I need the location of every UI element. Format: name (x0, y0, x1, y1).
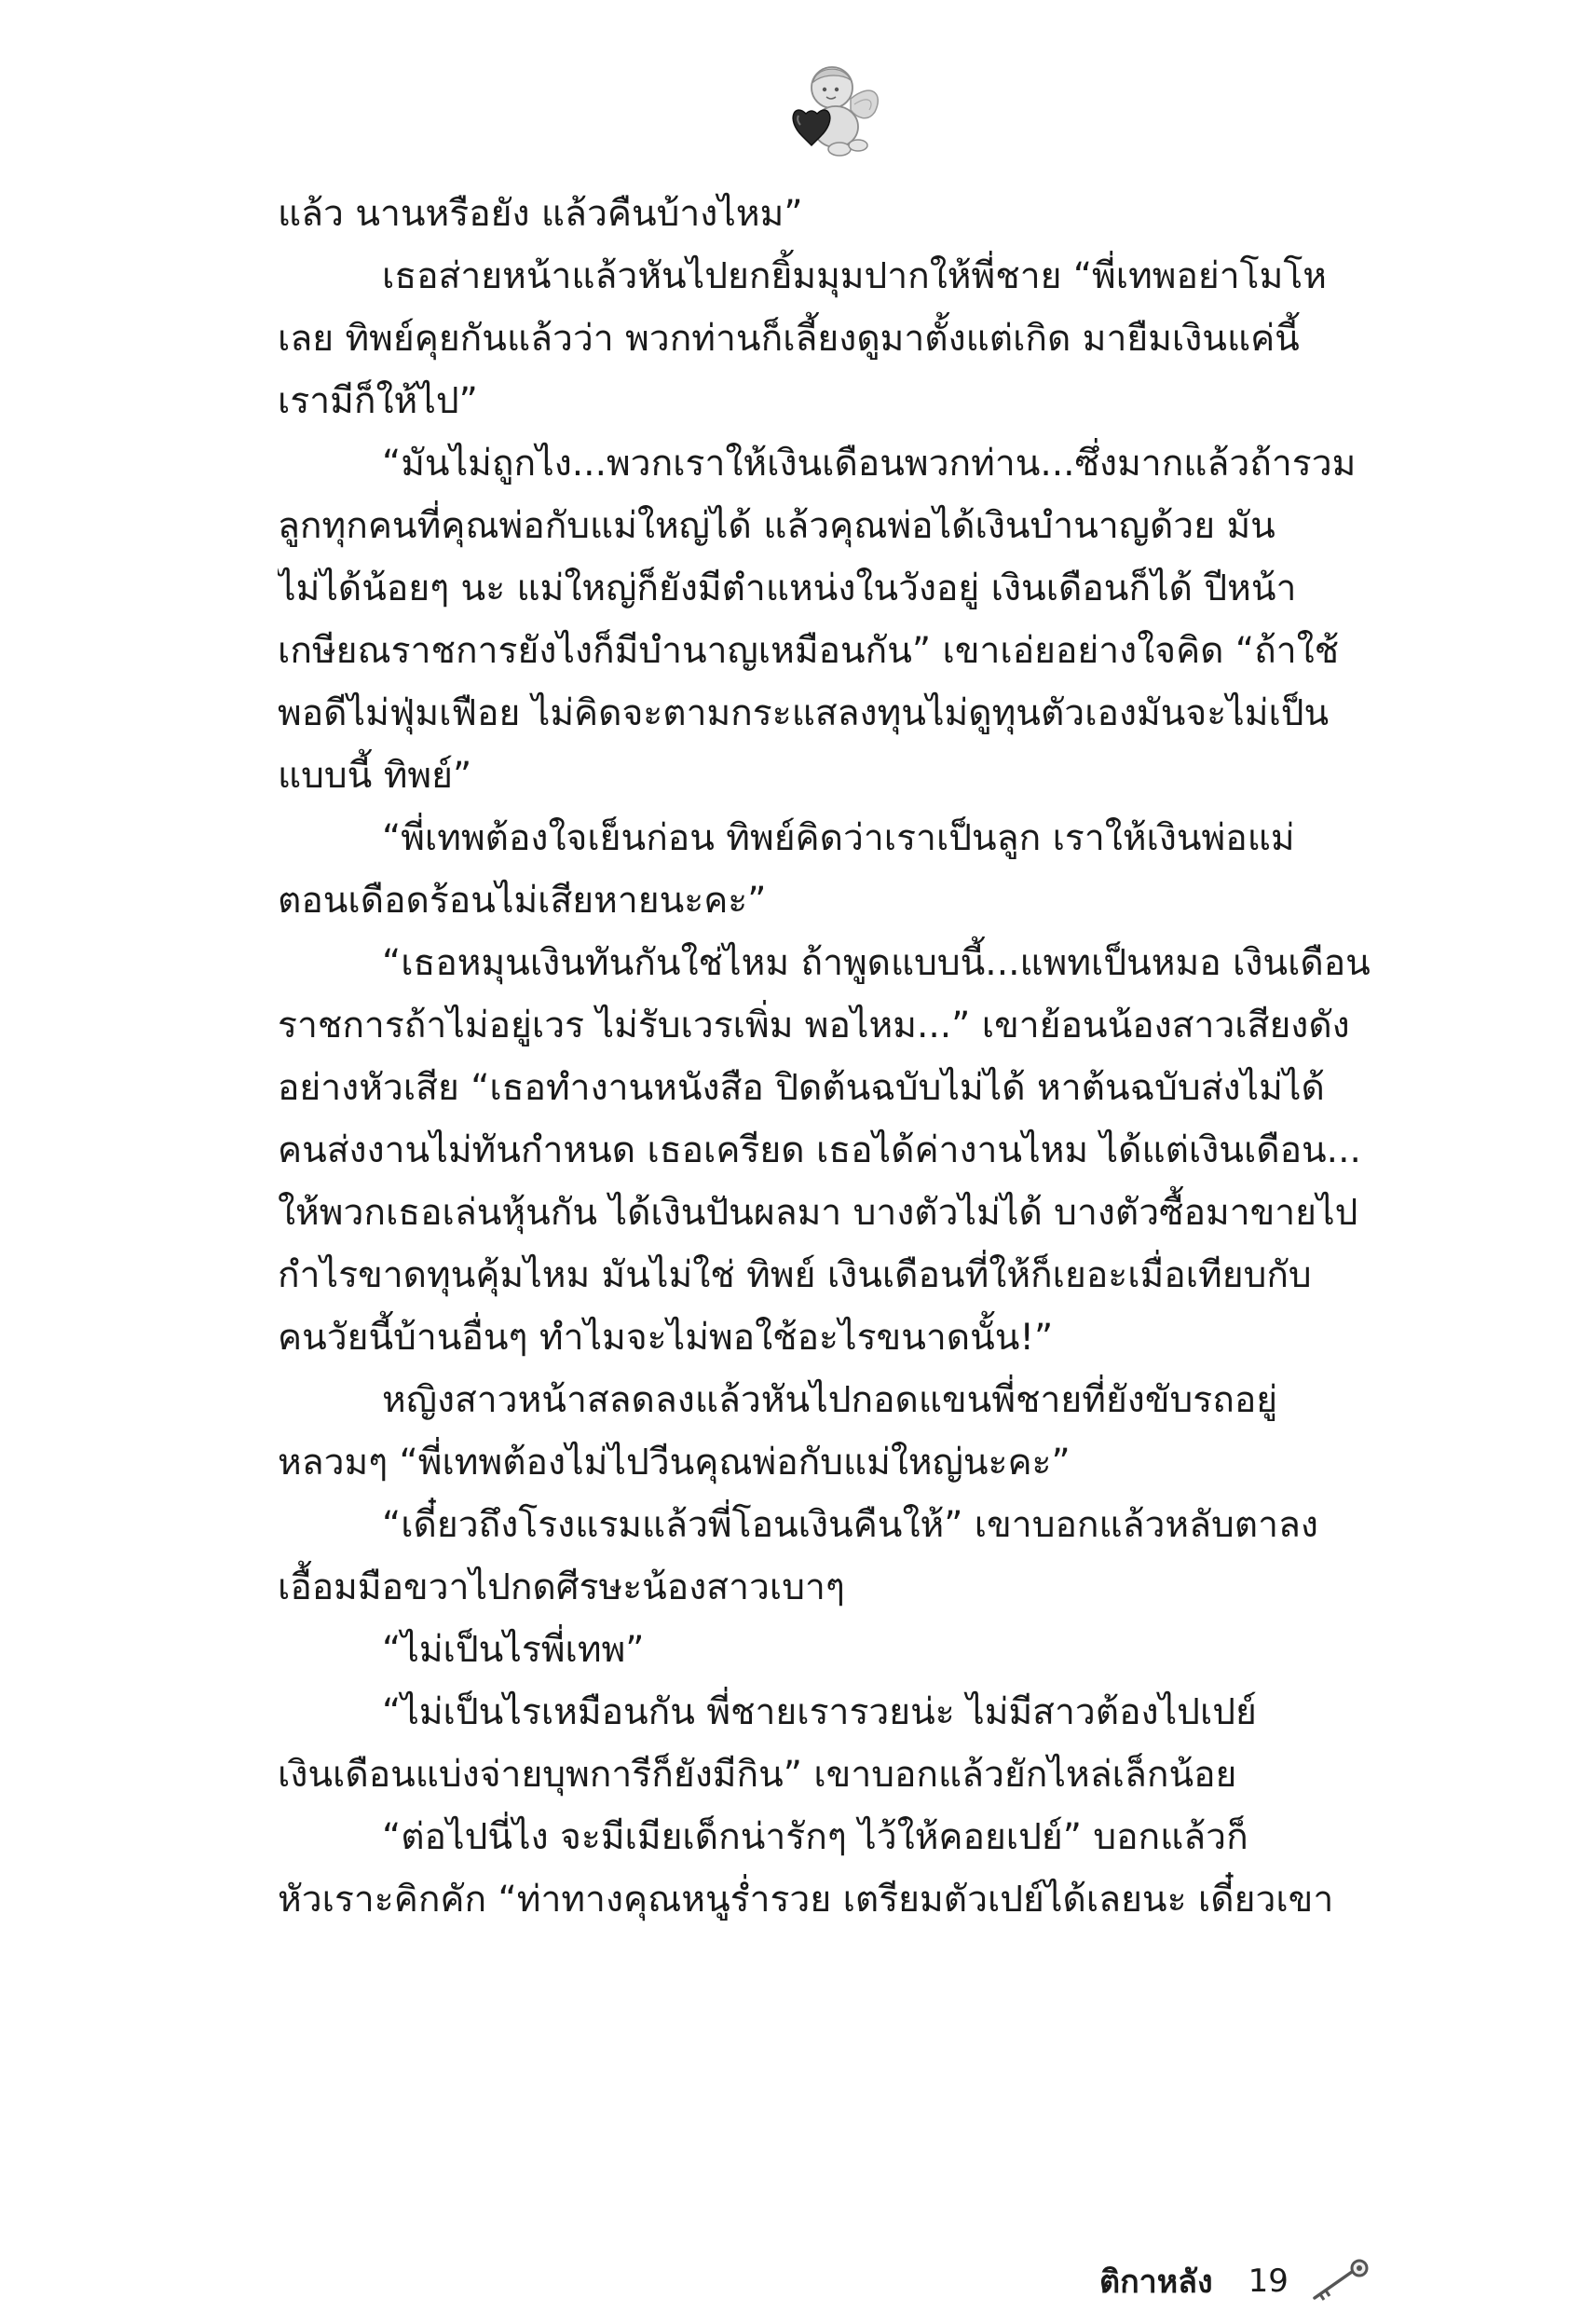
text-line: กำไรขาดทุนคุ้มไหม มันไม่ใช่ ทิพย์ เงินเดือนที่ให้ก็เยอะเมื่อเทียบกับ (278, 1254, 1312, 1296)
text-line: เลย ทิพย์คุยกันแล้วว่า พวกท่านก็เลี้ยงดูมาตั้งแต่เกิด มายืมเงินแค่นี้ (278, 318, 1300, 360)
text-line: ตอนเดือดร้อนไม่เสียหายนะคะ” (278, 880, 767, 922)
text-line: หญิงสาวหน้าสลดลงแล้วหันไปกอดแขนพี่ชายที่ยังขับรถอยู่ (382, 1379, 1278, 1421)
text-line: “พี่เทพต้องใจเย็นก่อน ทิพย์คิดว่าเราเป็นลูก เราให้เงินพ่อแม่ (382, 817, 1295, 859)
text-line: เงินเดือนแบ่งจ่ายบุพการีก็ยังมีกิน” เขาบอกแล้วยักไหล่เล็กน้อย (278, 1754, 1237, 1796)
text-line: คนส่งงานไม่ทันกำหนด เธอเครียด เธอได้ค่างานไหม ได้แต่เงินเดือน... (278, 1129, 1361, 1171)
text-line: เอื้อมมือขวาไปกดศีรษะน้องสาวเบาๆ (278, 1566, 845, 1608)
text-line: “เดี๋ยวถึงโรงแรมแล้วพี่โอนเงินคืนให้” เขาบอกแล้วหลับตาลง (382, 1504, 1318, 1546)
text-line: “เธอหมุนเงินทันกันใช่ไหม ถ้าพูดแบบนี้...แพทเป็นหมอ เงินเดือน (382, 942, 1371, 984)
text-line: เกษียณราชการยังไงก็มีบำนาญเหมือนกัน” เขาเอ่ยอย่างใจคิด “ถ้าใช้ (278, 630, 1340, 672)
text-line: เรามีก็ให้ไป” (278, 380, 478, 422)
text-line: ราชการถ้าไม่อยู่เวร ไม่รับเวรเพิ่ม พอไหม...” เขาย้อนน้องสาวเสียงดัง (278, 1005, 1350, 1046)
text-line: “ต่อไปนี่ไง จะมีเมียเด็กน่ารักๆ ไว้ให้คอยเปย์” บอกแล้วก็ (382, 1816, 1248, 1858)
text-line: หลวมๆ “พี่เทพต้องไม่ไปวีนคุณพ่อกับแม่ใหญ่นะคะ” (278, 1442, 1071, 1484)
text-line: อย่างหัวเสีย “เธอทำงานหนังสือ ปิดต้นฉบับไม่ได้ หาต้นฉบับส่งไม่ได้ (278, 1067, 1325, 1109)
book-title: ติกาหลัง (1099, 2263, 1213, 2301)
page-number: 19 (1248, 2263, 1289, 2300)
text-line: ลูกทุกคนที่คุณพ่อกับแม่ใหญ่ได้ แล้วคุณพ่อได้เงินบำนาญด้วย มัน (278, 505, 1275, 547)
text-line: พอดีไม่ฟุ่มเฟือย ไม่คิดจะตามกระแสลงทุนไม่ดูทุนตัวเองมันจะไม่เป็น (278, 692, 1330, 734)
text-line: คนวัยนี้บ้านอื่นๆ ทำไมจะไม่พอใช้อะไรขนาดนั้น!” (278, 1317, 1054, 1359)
text-line: “ไม่เป็นไรพี่เทพ” (382, 1629, 645, 1671)
page-body-text (278, 183, 1407, 1931)
text-line: เธอส่ายหน้าแล้วหันไปยกยิ้มมุมปากให้พี่ชาย “พี่เทพอย่าโมโห (382, 255, 1327, 297)
text-line: “มันไม่ถูกไง...พวกเราให้เงินเดือนพวกท่าน...ซึ่งมากแล้วถ้ารวม (382, 443, 1357, 485)
key-icon (1309, 2259, 1376, 2304)
text-line: “ไม่เป็นไรเหมือนกัน พี่ชายเรารวยน่ะ ไม่มีสาวต้องไปเปย์ (382, 1691, 1257, 1733)
text-line: ให้พวกเธอเล่นหุ้นกัน ได้เงินปันผลมา บางตัวไม่ได้ บางตัวซื้อมาขายไป (278, 1192, 1358, 1234)
text-line: แบบนี้ ทิพย์” (278, 755, 472, 797)
text-line: หัวเราะคิกคัก “ท่าทางคุณหนูร่ำรวย เตรียมตัวเปย์ได้เลยนะ เดี๋ยวเขา (278, 1879, 1334, 1921)
text-line: ไม่ได้น้อยๆ นะ แม่ใหญ่ก็ยังมีตำแหน่งในวังอยู่ เงินเดือนก็ได้ ปีหน้า (278, 567, 1297, 609)
cupid-heart-icon (778, 54, 890, 161)
text-line: แล้ว นานหรือยัง แล้วคืนบ้างไหม” (278, 193, 803, 235)
page-footer (1099, 2253, 1376, 2309)
